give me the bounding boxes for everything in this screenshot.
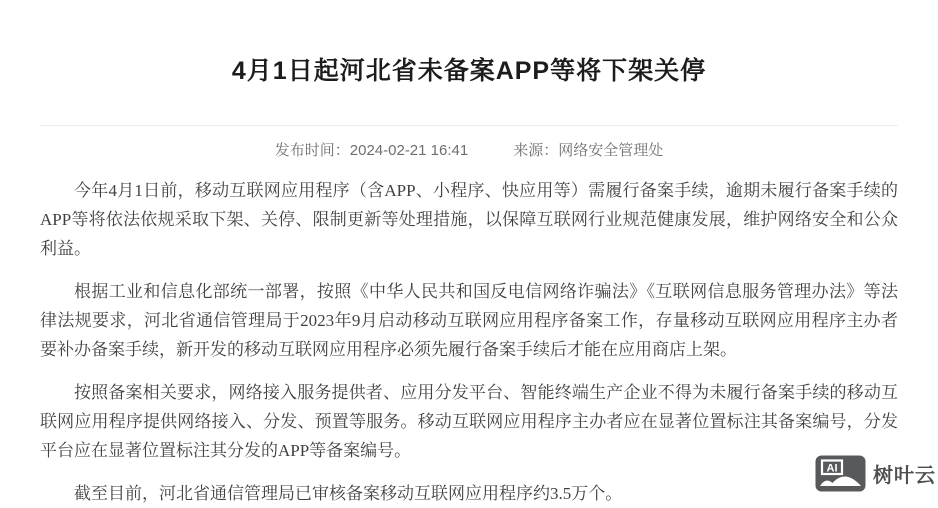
article-body xyxy=(40,176,898,508)
source-value: 网络安全管理处 xyxy=(558,142,664,159)
paragraph-3: 按照备案相关要求，网络接入服务提供者、应用分发平台、智能终端生产企业不得为未履行备案手续的移动互联网应用程序提供网络接入、分发、预置等服务。移动互联网应用程序主办者应在显著位置标注其备案编号，分发平台应在显著位置标注其分发的APP等备案编号。 xyxy=(40,383,898,460)
paragraph-1: 今年4月1日前，移动互联网应用程序（含APP、小程序、快应用等）需履行备案手续，逾期未履行备案手续的APP等将依法依规采取下架、关停、限制更新等处理措施，以保障互联网行业规范健康发展，维护网络安全和公众利益。 xyxy=(40,181,898,258)
ai-icon-label: AI xyxy=(826,462,838,475)
publish-time-label: 发布时间： xyxy=(274,142,350,159)
ai-image-icon xyxy=(815,455,866,492)
paragraph-4: 截至目前，河北省通信管理局已审核备案移动互联网应用程序约3.5万个。 xyxy=(74,484,623,503)
source-label: 来源： xyxy=(513,142,559,159)
publish-time-value: 2024-02-21 16:41 xyxy=(349,142,469,159)
watermark-brand: 树叶云 xyxy=(873,465,936,487)
publish-time xyxy=(275,143,468,159)
watermark xyxy=(815,455,936,492)
article-title: 4月1日起河北省未备案APP等将下架关停 xyxy=(231,57,707,85)
source xyxy=(513,143,663,159)
header-divider xyxy=(40,125,898,126)
paragraph-2: 根据工业和信息化部统一部署，按照《中华人民共和国反电信网络诈骗法》《互联网信息服务管理办法》等法律法规要求，河北省通信管理局于2023年9月启动移动互联网应用程序备案工作，存量移动互联网应用程序主办者要补办备案手续，新开发的移动互联网应用程序必须先履行备案手续后才能在应用商店上架。 xyxy=(40,282,898,359)
article-meta xyxy=(40,143,898,159)
